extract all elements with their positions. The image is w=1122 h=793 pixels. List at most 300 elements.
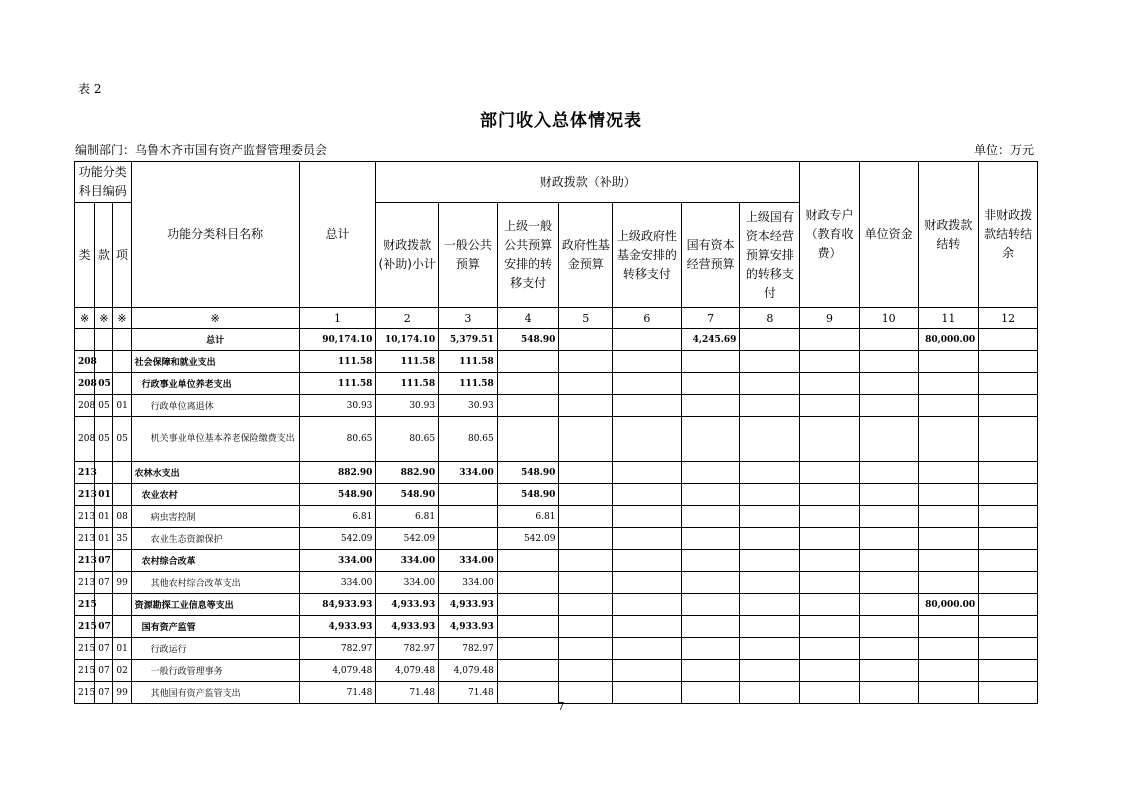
amount-cell: [613, 329, 682, 351]
table-row: [75, 484, 1038, 506]
amount-cell: [979, 395, 1038, 417]
subject-name-cell: 农业农村: [131, 484, 299, 506]
amount-cell: 334.00: [439, 572, 498, 594]
amount-cell: [559, 660, 613, 682]
lei-code-cell: 208: [75, 373, 95, 395]
table-row: [75, 638, 1038, 660]
column-number-cell: ※: [75, 308, 95, 329]
lei-header: 类: [75, 203, 95, 308]
amount-cell: [800, 351, 860, 373]
xiang-code-cell: [113, 484, 131, 506]
column-number-cell: 7: [681, 308, 740, 329]
xiang-code-cell: 01: [113, 395, 131, 417]
amount-cell: [681, 351, 740, 373]
amount-cell: [497, 660, 559, 682]
page-number: 7: [557, 700, 565, 713]
table-row: [75, 660, 1038, 682]
amount-cell: 4,079.48: [299, 660, 376, 682]
amount-cell: 71.48: [299, 682, 376, 704]
amount-cell: [740, 638, 800, 660]
amount-cell: [740, 550, 800, 572]
xiang-code-cell: 02: [113, 660, 131, 682]
amount-cell: 334.00: [439, 550, 498, 572]
subject-name-cell: 农业生态资源保护: [131, 528, 299, 550]
table-body: [75, 308, 1038, 704]
amount-cell: [918, 528, 979, 550]
amount-cell: [979, 638, 1038, 660]
xiang-code-cell: [113, 329, 131, 351]
kuan-code-cell: 01: [95, 484, 113, 506]
table-row: [75, 351, 1038, 373]
xiang-code-cell: 08: [113, 506, 131, 528]
xiang-code-cell: 05: [113, 417, 131, 462]
xiang-code-cell: 01: [113, 638, 131, 660]
amount-cell: [800, 616, 860, 638]
amount-cell: [979, 329, 1038, 351]
amount-cell: [559, 550, 613, 572]
amount-cell: [613, 462, 682, 484]
kuan-code-cell: 05: [95, 417, 113, 462]
kuan-code-cell: 05: [95, 373, 113, 395]
column-number-cell: 4: [497, 308, 559, 329]
lei-code-cell: 208: [75, 395, 95, 417]
amount-cell: 548.90: [497, 329, 559, 351]
amount-cell: [740, 329, 800, 351]
amount-cell: 71.48: [439, 682, 498, 704]
kuan-code-cell: 07: [95, 660, 113, 682]
amount-cell: 4,079.48: [439, 660, 498, 682]
fiscal-group-header: 财政拨款（补助）: [376, 162, 800, 203]
kuan-code-cell: 07: [95, 638, 113, 660]
amount-cell: [439, 484, 498, 506]
amount-cell: [800, 550, 860, 572]
total-column-header: 总计: [299, 162, 376, 308]
table-row: [75, 417, 1038, 462]
amount-cell: [918, 417, 979, 462]
amount-cell: [740, 594, 800, 616]
table-label: 表 2: [78, 82, 102, 96]
amount-cell: [439, 528, 498, 550]
subject-name-cell: 农林水支出: [131, 462, 299, 484]
table-row: [75, 572, 1038, 594]
amount-cell: [681, 528, 740, 550]
amount-cell: 548.90: [497, 484, 559, 506]
amount-cell: [613, 616, 682, 638]
column-number-cell: 1: [299, 308, 376, 329]
lei-code-cell: 215: [75, 638, 95, 660]
amount-cell: 4,933.93: [376, 616, 439, 638]
amount-cell: [859, 373, 918, 395]
amount-cell: [613, 528, 682, 550]
amount-cell: [859, 484, 918, 506]
amount-cell: 548.90: [497, 462, 559, 484]
lei-code-cell: 215: [75, 682, 95, 704]
amount-cell: [559, 329, 613, 351]
amount-cell: [800, 373, 860, 395]
amount-cell: [559, 528, 613, 550]
amount-cell: [800, 395, 860, 417]
lei-code-cell: 208: [75, 351, 95, 373]
amount-cell: [859, 329, 918, 351]
amount-cell: [559, 594, 613, 616]
table-row: [75, 462, 1038, 484]
subject-name-cell: 行政事业单位养老支出: [131, 373, 299, 395]
xiang-code-cell: [113, 351, 131, 373]
fiscal-carryover-header: 财政拨款结转: [918, 162, 979, 308]
kuan-code-cell: 07: [95, 550, 113, 572]
amount-cell: [681, 638, 740, 660]
lei-code-cell: 208: [75, 417, 95, 462]
amount-cell: 542.09: [299, 528, 376, 550]
kuan-code-cell: 01: [95, 506, 113, 528]
amount-cell: 4,933.93: [439, 616, 498, 638]
amount-cell: [918, 484, 979, 506]
amount-cell: [918, 462, 979, 484]
table-row: [75, 594, 1038, 616]
amount-cell: [497, 417, 559, 462]
amount-cell: [559, 373, 613, 395]
amount-cell: [918, 638, 979, 660]
table-row: [75, 528, 1038, 550]
amount-cell: [740, 351, 800, 373]
amount-cell: [979, 462, 1038, 484]
amount-cell: 334.00: [376, 550, 439, 572]
column-number-cell: 2: [376, 308, 439, 329]
amount-cell: 542.09: [497, 528, 559, 550]
subject-name-cell: 病虫害控制: [131, 506, 299, 528]
amount-cell: [559, 616, 613, 638]
amount-cell: 80.65: [376, 417, 439, 462]
amount-cell: 548.90: [376, 484, 439, 506]
column-number-cell: 11: [918, 308, 979, 329]
subject-name-cell: 总计: [131, 329, 299, 351]
state-capital-header: 国有资本经营预算: [681, 203, 740, 308]
amount-cell: [918, 351, 979, 373]
amount-cell: 30.93: [299, 395, 376, 417]
amount-cell: [859, 528, 918, 550]
fiscal-subtotal-header: 财政拨款(补助)小计: [376, 203, 439, 308]
amount-cell: 548.90: [299, 484, 376, 506]
amount-cell: [740, 572, 800, 594]
amount-cell: 4,079.48: [376, 660, 439, 682]
code-group-header: 功能分类科目编码: [75, 162, 132, 203]
amount-cell: [681, 484, 740, 506]
lei-code-cell: 213: [75, 462, 95, 484]
lei-code-cell: 213: [75, 506, 95, 528]
amount-cell: [613, 572, 682, 594]
name-column-header: 功能分类科目名称: [131, 162, 299, 308]
amount-cell: [559, 395, 613, 417]
income-table: [74, 161, 1038, 704]
column-number-cell: ※: [131, 308, 299, 329]
amount-cell: [918, 506, 979, 528]
amount-cell: 80,000.00: [918, 594, 979, 616]
amount-cell: 4,933.93: [376, 594, 439, 616]
amount-cell: 111.58: [376, 373, 439, 395]
amount-cell: [740, 373, 800, 395]
amount-cell: 111.58: [376, 351, 439, 373]
xiang-header: 项: [113, 203, 131, 308]
xiang-code-cell: 99: [113, 572, 131, 594]
amount-cell: 5,379.51: [439, 329, 498, 351]
amount-cell: [559, 484, 613, 506]
amount-cell: 84,933.93: [299, 594, 376, 616]
kuan-header: 款: [95, 203, 113, 308]
xiang-code-cell: [113, 550, 131, 572]
xiang-code-cell: [113, 462, 131, 484]
amount-cell: [559, 351, 613, 373]
amount-cell: [740, 506, 800, 528]
amount-cell: [497, 550, 559, 572]
amount-cell: [681, 660, 740, 682]
amount-cell: [681, 550, 740, 572]
lei-code-cell: 215: [75, 616, 95, 638]
amount-cell: [559, 462, 613, 484]
subject-name-cell: 机关事业单位基本养老保险缴费支出: [131, 417, 299, 462]
amount-cell: 80,000.00: [918, 329, 979, 351]
subject-name-cell: 其他国有资产监管支出: [131, 682, 299, 704]
kuan-code-cell: 07: [95, 572, 113, 594]
amount-cell: 542.09: [376, 528, 439, 550]
amount-cell: [613, 638, 682, 660]
amount-cell: 111.58: [299, 373, 376, 395]
amount-cell: [497, 351, 559, 373]
amount-cell: 90,174.10: [299, 329, 376, 351]
amount-cell: [613, 660, 682, 682]
unit-fund-header: 单位资金: [859, 162, 918, 308]
column-number-cell: 9: [800, 308, 860, 329]
amount-cell: [859, 660, 918, 682]
column-number-cell: 5: [559, 308, 613, 329]
kuan-code-cell: 05: [95, 395, 113, 417]
amount-cell: [613, 594, 682, 616]
amount-cell: [497, 594, 559, 616]
amount-cell: 71.48: [376, 682, 439, 704]
amount-cell: [800, 484, 860, 506]
amount-cell: [740, 616, 800, 638]
amount-cell: [859, 506, 918, 528]
amount-cell: 334.00: [376, 572, 439, 594]
amount-cell: [800, 417, 860, 462]
kuan-code-cell: [95, 351, 113, 373]
column-number-cell: ※: [95, 308, 113, 329]
amount-cell: [918, 373, 979, 395]
amount-cell: [740, 528, 800, 550]
nonfiscal-carryover-header: 非财政拨款结转结余: [979, 162, 1038, 308]
subject-name-cell: 农村综合改革: [131, 550, 299, 572]
table-row: [75, 373, 1038, 395]
table-row: [75, 506, 1038, 528]
amount-cell: [559, 572, 613, 594]
subject-name-cell: 其他农村综合改革支出: [131, 572, 299, 594]
xiang-code-cell: 35: [113, 528, 131, 550]
amount-cell: [979, 594, 1038, 616]
upper-gov-fund-header: 上级政府性基金安排的转移支付: [613, 203, 682, 308]
amount-cell: [800, 638, 860, 660]
amount-cell: [497, 572, 559, 594]
amount-cell: 4,933.93: [439, 594, 498, 616]
amount-cell: [979, 550, 1038, 572]
amount-cell: 334.00: [439, 462, 498, 484]
subject-name-cell: 资源勘探工业信息等支出: [131, 594, 299, 616]
column-number-cell: ※: [113, 308, 131, 329]
amount-cell: 80.65: [439, 417, 498, 462]
kuan-code-cell: [95, 329, 113, 351]
amount-cell: 782.97: [299, 638, 376, 660]
lei-code-cell: 213: [75, 572, 95, 594]
lei-code-cell: 215: [75, 660, 95, 682]
amount-cell: 882.90: [299, 462, 376, 484]
amount-cell: [800, 462, 860, 484]
subject-name-cell: 社会保障和就业支出: [131, 351, 299, 373]
column-number-cell: 10: [859, 308, 918, 329]
amount-cell: 80.65: [299, 417, 376, 462]
amount-cell: 111.58: [439, 351, 498, 373]
amount-cell: 111.58: [439, 373, 498, 395]
lei-code-cell: [75, 329, 95, 351]
subject-name-cell: 行政单位离退休: [131, 395, 299, 417]
amount-cell: 4,245.69: [681, 329, 740, 351]
page-title: 部门收入总体情况表: [480, 111, 642, 131]
amount-cell: [559, 417, 613, 462]
amount-cell: [559, 638, 613, 660]
amount-cell: [979, 506, 1038, 528]
amount-cell: 10,174.10: [376, 329, 439, 351]
amount-cell: [740, 660, 800, 682]
amount-cell: [497, 395, 559, 417]
unit-line: 单位：万元: [973, 143, 1034, 157]
kuan-code-cell: 07: [95, 682, 113, 704]
amount-cell: [859, 351, 918, 373]
amount-cell: [497, 638, 559, 660]
amount-cell: 30.93: [439, 395, 498, 417]
amount-cell: [800, 329, 860, 351]
amount-cell: [979, 528, 1038, 550]
amount-cell: [918, 395, 979, 417]
amount-cell: [740, 462, 800, 484]
amount-cell: 6.81: [376, 506, 439, 528]
amount-cell: [979, 660, 1038, 682]
lei-code-cell: 213: [75, 550, 95, 572]
amount-cell: [681, 462, 740, 484]
column-number-cell: 3: [439, 308, 498, 329]
amount-cell: [800, 528, 860, 550]
amount-cell: 782.97: [376, 638, 439, 660]
lei-code-cell: 215: [75, 594, 95, 616]
amount-cell: [613, 484, 682, 506]
total-row: [75, 329, 1038, 351]
amount-cell: [859, 462, 918, 484]
amount-cell: [681, 594, 740, 616]
kuan-code-cell: [95, 462, 113, 484]
column-number-cell: 8: [740, 308, 800, 329]
table-row: [75, 550, 1038, 572]
amount-cell: [681, 417, 740, 462]
special-fiscal-header: 财政专户（教育收费）: [800, 162, 860, 308]
amount-cell: [740, 395, 800, 417]
amount-cell: [613, 373, 682, 395]
amount-cell: [800, 660, 860, 682]
amount-cell: [859, 638, 918, 660]
amount-cell: [559, 506, 613, 528]
amount-cell: [979, 417, 1038, 462]
amount-cell: [740, 417, 800, 462]
amount-cell: [979, 484, 1038, 506]
amount-cell: [681, 616, 740, 638]
xiang-code-cell: [113, 616, 131, 638]
xiang-code-cell: [113, 373, 131, 395]
subject-name-cell: 行政运行: [131, 638, 299, 660]
lei-code-cell: 213: [75, 528, 95, 550]
amount-cell: [918, 616, 979, 638]
amount-cell: [918, 550, 979, 572]
amount-cell: [613, 417, 682, 462]
amount-cell: [681, 373, 740, 395]
amount-cell: [681, 506, 740, 528]
amount-cell: [613, 506, 682, 528]
amount-cell: 334.00: [299, 572, 376, 594]
amount-cell: [613, 351, 682, 373]
column-number-cell: 12: [979, 308, 1038, 329]
lei-code-cell: 213: [75, 484, 95, 506]
amount-cell: [859, 550, 918, 572]
amount-cell: [979, 572, 1038, 594]
subject-name-cell: 国有资产监管: [131, 616, 299, 638]
amount-cell: [613, 550, 682, 572]
amount-cell: [979, 616, 1038, 638]
amount-cell: [740, 484, 800, 506]
amount-cell: [918, 572, 979, 594]
amount-cell: [613, 395, 682, 417]
amount-cell: [979, 351, 1038, 373]
upper-general-header: 上级一般公共预算安排的转移支付: [497, 203, 559, 308]
amount-cell: [859, 417, 918, 462]
amount-cell: [800, 506, 860, 528]
kuan-code-cell: 07: [95, 616, 113, 638]
amount-cell: [979, 373, 1038, 395]
amount-cell: [681, 395, 740, 417]
upper-state-capital-header: 上级国有资本经营预算安排的转移支付: [740, 203, 800, 308]
amount-cell: [800, 594, 860, 616]
department-line: 编制部门：乌鲁木齐市国有资产监督管理委员会: [75, 143, 328, 157]
kuan-code-cell: [95, 594, 113, 616]
gov-fund-header: 政府性基金预算: [559, 203, 613, 308]
amount-cell: [859, 572, 918, 594]
amount-cell: 882.90: [376, 462, 439, 484]
amount-cell: 6.81: [497, 506, 559, 528]
table-row: [75, 395, 1038, 417]
amount-cell: 30.93: [376, 395, 439, 417]
amount-cell: 111.58: [299, 351, 376, 373]
amount-cell: [918, 660, 979, 682]
amount-cell: [681, 572, 740, 594]
xiang-code-cell: 99: [113, 682, 131, 704]
amount-cell: [497, 373, 559, 395]
amount-cell: 6.81: [299, 506, 376, 528]
subject-name-cell: 一般行政管理事务: [131, 660, 299, 682]
amount-cell: 4,933.93: [299, 616, 376, 638]
amount-cell: 782.97: [439, 638, 498, 660]
amount-cell: [859, 594, 918, 616]
amount-cell: [497, 616, 559, 638]
amount-cell: 334.00: [299, 550, 376, 572]
column-number-cell: 6: [613, 308, 682, 329]
general-budget-header: 一般公共预算: [439, 203, 498, 308]
xiang-code-cell: [113, 594, 131, 616]
amount-cell: [859, 395, 918, 417]
column-number-row: [75, 308, 1038, 329]
kuan-code-cell: 01: [95, 528, 113, 550]
